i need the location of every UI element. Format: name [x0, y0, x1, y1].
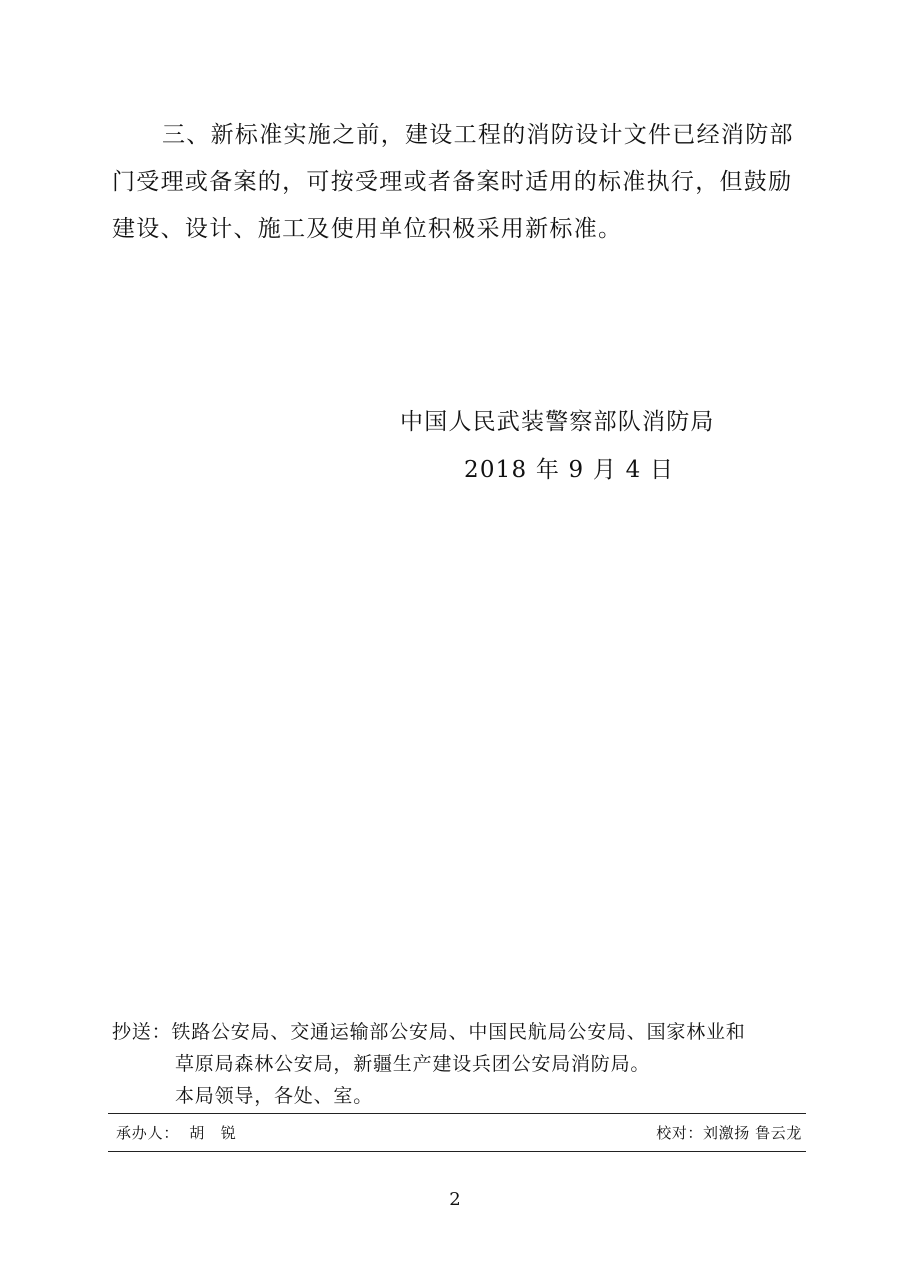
paragraph-line-2: 门受理或备案的，可按受理或者备案时适用的标准执行，但鼓励 [112, 169, 793, 195]
issuing-organization: 中国人民武装警察部队消防局 [400, 409, 715, 435]
handler-name: 胡 锐 [189, 1124, 237, 1142]
page-number: 2 [449, 1189, 461, 1210]
cc-line-3: 本局领导，各处、室。 [175, 1085, 374, 1107]
footer-bottom-rule [108, 1151, 806, 1152]
signature-block [400, 398, 760, 494]
footer-top-rule [108, 1113, 806, 1114]
proofreader-info: 校对：刘激扬 鲁云龙 [656, 1124, 802, 1142]
body-paragraph [112, 112, 802, 253]
paragraph-line-1: 三、新标准实施之前，建设工程的消防设计文件已经消防部 [162, 122, 794, 148]
cc-line-1 [112, 1016, 812, 1048]
cc-block [112, 1016, 812, 1112]
handler-label: 承办人： [116, 1124, 180, 1142]
cc-label: 抄送： [112, 1021, 172, 1043]
handler-info [116, 1122, 237, 1144]
paragraph-line-3: 建设、设计、施工及使用单位积极采用新标准。 [112, 216, 623, 242]
cc-line-2: 草原局森林公安局，新疆生产建设兵团公安局消防局。 [175, 1053, 651, 1075]
cc-recipients-1: 铁路公安局、交通运输部公安局、中国民航局公安局、国家林业和 [171, 1021, 746, 1043]
issue-date: 2018 年 9 月 4 日 [464, 457, 675, 483]
